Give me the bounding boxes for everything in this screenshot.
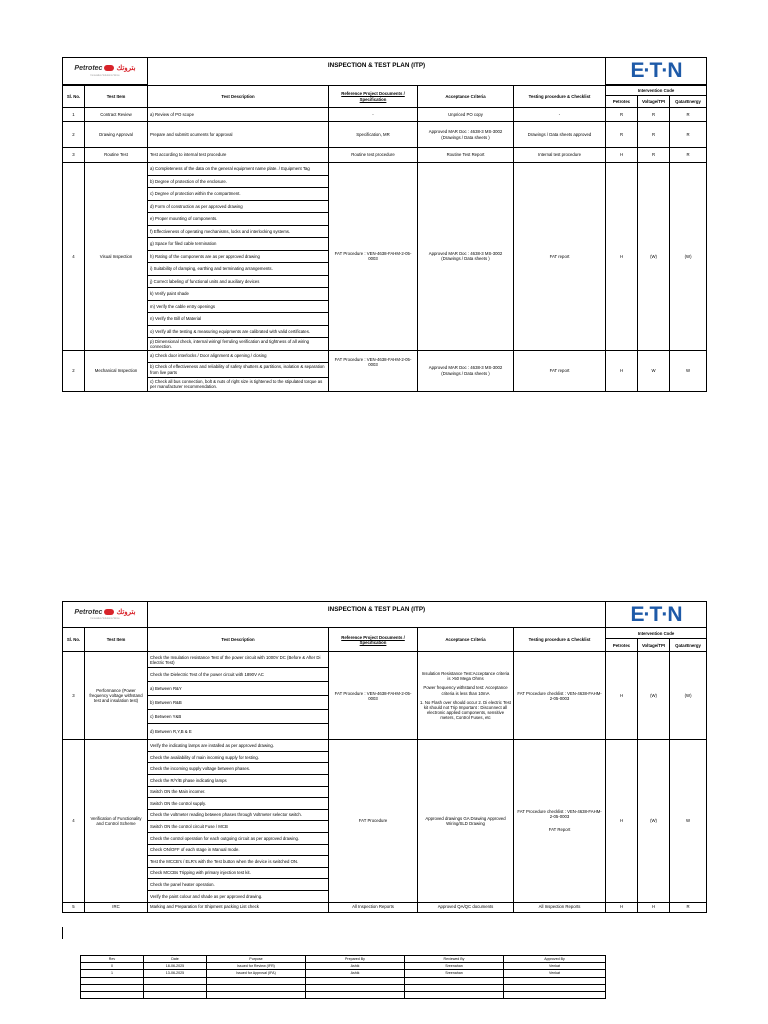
col-acceptance: Acceptance Criteria (418, 86, 514, 108)
col-intervention-code: Intervention Code (606, 86, 707, 96)
document-title-2: INSPECTION & TEST PLAN (ITP) (148, 602, 606, 628)
code-petrotec: H (606, 148, 638, 163)
revision-cell (306, 977, 405, 984)
test-description-cell: Check the voltmeter reading between phases through Voltmeter selector switch. (148, 809, 329, 821)
acceptance-cell (418, 652, 514, 740)
procedure-checklist: FAT Procedure checklist : VEN-4638-FAHM-2-05-0003 (517, 809, 602, 820)
revision-cell: Venkat (504, 963, 606, 970)
sl-cell: 3 (63, 148, 85, 163)
col-test-description-2: Test Description (148, 628, 329, 652)
code-voltage-tpi: (W) (638, 740, 670, 902)
code-voltage-tpi: R (638, 122, 670, 148)
code-voltage-tpi: (W) (638, 652, 670, 740)
revision-cell: Sreenahan (405, 970, 504, 977)
col-procedure: Testing procedure & Checklist (514, 86, 606, 108)
col-test-item: Test Item (85, 86, 148, 108)
test-description-cell: Check the availability of main incoming supply for testing. (148, 751, 329, 763)
revision-cell: Ashik (306, 970, 405, 977)
table-row (63, 652, 707, 668)
col-reference-2: Reference Project Documents / Specification (329, 628, 418, 652)
test-description-cell: Verify the indicating lamps are installed as per approved drawing. (148, 740, 329, 752)
test-description-cell: Test according to internal test procedure (148, 148, 329, 163)
test-item-cell: Routine Test (85, 148, 148, 163)
revision-header-row (81, 956, 606, 963)
revision-cell: Issued for Review (IFR) (207, 963, 306, 970)
reference-cell: All Inspection Reports (329, 902, 418, 912)
procedure-cell: FAT Procedure checklist : VEN-4638-FAHM-2-05-0003 (514, 652, 606, 740)
test-description-cell: a) Completeness of the data on the general equipment name plate. / Equipment Tag (148, 163, 329, 176)
test-description-cell: a) Check door interlocks / Door alignment & opening / closing (148, 350, 329, 362)
sl-cell: 3 (63, 652, 85, 740)
revision-cell (405, 991, 504, 998)
code-voltage-tpi: R (638, 148, 670, 163)
test-description-cell: Check ON/OFF of each stage in Manual mode. (148, 844, 329, 856)
test-description-cell: k) Verify paint shade (148, 288, 329, 301)
code-petrotec: R (606, 108, 638, 122)
reference-cell: FAT Procedure (329, 740, 418, 902)
test-item-cell: Verification of Functionality and Control Scheme (85, 740, 148, 902)
procedure-report: FAT Report (548, 827, 571, 833)
revision-header-cell: Purpose (207, 956, 306, 963)
revision-cell (405, 984, 504, 991)
procedure-cell: Drawings / Data sheets approved (514, 122, 606, 148)
test-description-cell: a) Review of PO scope (148, 108, 329, 122)
revision-cell: Issued for Approval (IFA) (207, 970, 306, 977)
table-row (63, 122, 707, 148)
test-description-cell: b) Degree of protection of the enclosure. (148, 175, 329, 188)
revision-cell (306, 984, 405, 991)
test-description-cell: a) Between R&Y (148, 682, 329, 696)
code-voltage-tpi: (W) (638, 163, 670, 351)
test-description-cell: Check the control operation for each outgoing circuit as per approved drawing. (148, 832, 329, 844)
sl-cell: 5 (63, 902, 85, 912)
procedure-cell: FAT report (514, 350, 606, 391)
col-test-item-2: Test Item (85, 628, 148, 652)
code-petrotec: H (606, 652, 638, 740)
revision-row (81, 970, 606, 977)
revision-cell: Ashik (306, 963, 405, 970)
acceptance-cell: Unpriced PO copy (418, 108, 514, 122)
acceptance-cell: Approved MAR Doc : 4638-3 MS-3002 (Drawings / Data sheets ) (418, 122, 514, 148)
eaton-logo-2: E·T·N (606, 602, 707, 628)
test-description-cell: o) Verify all the testing & measuring equipments are calibrated with valid certificates. (148, 325, 329, 338)
test-description-cell: h) Rating of the components are as per approved drawing (148, 250, 329, 263)
petrotec-mark-icon (104, 609, 114, 615)
test-description-cell: i) Suitability of clamping, earthing and terminating arrangements. (148, 263, 329, 276)
revision-cell (504, 984, 606, 991)
revision-header-cell: Prepared By (306, 956, 405, 963)
table-row (63, 350, 707, 362)
revision-cell: Venkat (504, 970, 606, 977)
test-description-cell: Test the MCCB's / ELR's with the Test button when the device is switched ON. (148, 856, 329, 868)
itp-table-2 (62, 601, 707, 913)
acceptance-pf: Power frequency withstand test: Acceptance criteria is less than 10mA (423, 685, 508, 696)
revision-cell (144, 991, 207, 998)
revision-table (80, 955, 606, 999)
itp-sheet-2 (62, 601, 706, 913)
test-description-cell: b) Between R&B (148, 696, 329, 710)
reference-cell: Routine test procedure (329, 148, 418, 163)
sl-cell: 4 (63, 163, 85, 351)
acceptance-cell: Approved MAR Doc : 4638-3 MS-3002 (Drawings / Data sheets ) (418, 350, 514, 391)
code-voltage-tpi: W (638, 350, 670, 391)
frame-line (62, 927, 63, 939)
col-test-description: Test Description (148, 86, 329, 108)
table-row (63, 163, 707, 176)
test-description-cell: p) Dimensional check, internal wiring/ ferruling verification and tightness of all wiring connection. (148, 338, 329, 351)
col-qatarenergy-2: QatarEnergy (670, 639, 707, 652)
document-title: INSPECTION & TEST PLAN (ITP) (148, 58, 606, 86)
test-description-cell: Check the Insulation resistance Test of the power circuit with 1000V DC (Before & After Di Electric Test) (148, 652, 329, 668)
code-qatarenergy: R (670, 902, 707, 912)
code-petrotec: H (606, 740, 638, 902)
revision-row (81, 984, 606, 991)
test-description-cell: n) Verify the Bill of Material (148, 313, 329, 326)
sl-cell: 1 (63, 108, 85, 122)
code-qatarenergy: R (670, 122, 707, 148)
petrotec-logo: Petrotec بتروتك Innovative Solutions Since (63, 58, 148, 85)
code-qatarenergy: W (670, 740, 707, 902)
reference-cell: FAT Procedure : VEN-4638-FAHM-2-05-0003 (329, 350, 418, 391)
test-description-cell: Check MCCBs Tripping with primary injection test kit. (148, 867, 329, 879)
table-row (63, 108, 707, 122)
col-voltage-tpi-2: Voltage/TPI (638, 639, 670, 652)
code-qatarenergy: W (670, 350, 707, 391)
test-description-cell: j) Correct labeling of functional units and auxiliary devices (148, 275, 329, 288)
code-qatarenergy: (W) (670, 652, 707, 740)
revision-cell (207, 977, 306, 984)
test-description-cell: Check the incoming supply voltage between phases. (148, 763, 329, 775)
code-qatarenergy: R (670, 148, 707, 163)
procedure-cell: All Inspection Reports (514, 902, 606, 912)
eaton-logo: E·T·N (606, 58, 707, 85)
code-voltage-tpi: R (638, 108, 670, 122)
revision-header-cell: Approved By (504, 956, 606, 963)
acceptance-ir: Insulation Resistance Test:Acceptance criteria is >50 Mega Ohms (421, 671, 510, 682)
test-description-cell: Prepare and submitt ocuments for approval (148, 122, 329, 148)
code-petrotec: H (606, 163, 638, 351)
sl-cell: 4 (63, 740, 85, 902)
col-intervention-code-2: Intervention Code (606, 628, 707, 639)
procedure-cell: - (514, 108, 606, 122)
col-acceptance-2: Acceptance Criteria (418, 628, 514, 652)
col-petrotec: Petrotec (606, 96, 638, 108)
revision-cell: 1 (81, 970, 144, 977)
test-description-cell: Check the Dielectric Test of the power circuit with 1890V AC (148, 668, 329, 682)
code-petrotec: R (606, 122, 638, 148)
revision-cell (405, 977, 504, 984)
table-row (63, 740, 707, 752)
acceptance-notes: 1. No Flash over should occur 2. Di electric Test kit should not Trip Important : Disconnect all electronic applied components, sensitive meters, Control Fuses, etc (420, 699, 511, 721)
test-description-cell: e) Proper mounting of components. (148, 213, 329, 226)
acceptance-cell: Routine Test Report (418, 148, 514, 163)
revision-cell: 13-06-2025 (144, 970, 207, 977)
col-petrotec-2: Petrotec (606, 639, 638, 652)
revision-cell (207, 991, 306, 998)
revision-cell (81, 991, 144, 998)
test-description-cell: Marking and Preparation for Shipment packing List check (148, 902, 329, 912)
petrotec-mark-icon (104, 65, 114, 71)
revision-cell (144, 977, 207, 984)
code-qatarenergy: (W) (670, 163, 707, 351)
reference-cell: FAT Procedure : VEN-4638-FAHM-2-05-0003 (329, 163, 418, 351)
reference-cell: Specification, MR (329, 122, 418, 148)
col-voltage-tpi: Voltage/TPI (638, 96, 670, 108)
test-description-cell: d) Between R,Y,B & E (148, 724, 329, 740)
sl-cell: 2 (63, 122, 85, 148)
table-row (63, 902, 707, 912)
revision-cell (144, 984, 207, 991)
procedure-cell: FAT report (514, 163, 606, 351)
revision-cell: Sreenahan (405, 963, 504, 970)
revision-cell (504, 977, 606, 984)
reference-cell: FAT Procedure : VEN-4638-FAHM-2-05-0003 (329, 652, 418, 740)
acceptance-cell: Approved drawings GA Drawing Approved Wiring/SLD Drawing (418, 740, 514, 902)
col-sl: Sl. No. (63, 86, 85, 108)
code-voltage-tpi: H (638, 902, 670, 912)
test-description-cell: Check the panel heater operation. (148, 879, 329, 891)
test-description-cell: b) Check of effectiveness and reliability of safety shutters & partitions, isolation & separation from live parts (148, 362, 329, 377)
reference-cell: - (329, 108, 418, 122)
test-description-cell: m) Verify the cable entry openings (148, 300, 329, 313)
col-sl-2: Sl. No. (63, 628, 85, 652)
itp-table-1 (62, 57, 707, 392)
test-description-cell: c) Between Y&B (148, 710, 329, 724)
revision-row (81, 963, 606, 970)
procedure-cell: Internal test procedure (514, 148, 606, 163)
test-description-cell: d) Form of construction as per approved drawing (148, 200, 329, 213)
test-description-cell: Switch ON the Main incomer. (148, 786, 329, 798)
test-item-cell: Performance (Power frequency voltage withstand test and insulation test) (85, 652, 148, 740)
revision-cell (81, 977, 144, 984)
revision-cell (81, 984, 144, 991)
col-procedure-2: Testing procedure & Checklist (514, 628, 606, 652)
revision-header-cell: Reviewed By (405, 956, 504, 963)
test-description-cell: c) Check all bus connection, bolt & nuts of right size is tightened to the stipulated torque as per manufacturer recommendation. (148, 377, 329, 391)
test-description-cell: Check the R/Y/B phase indicating lamps (148, 774, 329, 786)
revision-cell (306, 991, 405, 998)
code-petrotec: H (606, 350, 638, 391)
itp-sheet-1 (62, 57, 706, 392)
revision-row (81, 977, 606, 984)
revision-row (81, 991, 606, 998)
col-reference: Reference Project Documents / Specification (329, 86, 418, 108)
revision-cell: 18-06-2025 (144, 963, 207, 970)
test-item-cell: IRC (85, 902, 148, 912)
test-item-cell: Visual Inspection (85, 163, 148, 351)
test-item-cell: Contract Review (85, 108, 148, 122)
revision-cell (504, 991, 606, 998)
table-row (63, 148, 707, 163)
test-description-cell: Switch ON the control supply. (148, 798, 329, 810)
acceptance-cell: Approved QA/QC documents (418, 902, 514, 912)
test-description-cell: f) Effectiveness of operating mechanisms, locks and interlocking systems. (148, 225, 329, 238)
revision-header-cell: Rev (81, 956, 144, 963)
code-qatarenergy: R (670, 108, 707, 122)
test-description-cell: Verify the paint colour and shade as per approved drawing. (148, 890, 329, 902)
acceptance-cell: Approved MAR Doc : 4638-3 MS-3002 (Drawings / Data sheets ) (418, 163, 514, 351)
test-item-cell: Mechanical Inspection (85, 350, 148, 391)
test-description-cell: g) Space for filed cable termination (148, 238, 329, 251)
revision-cell: 0 (81, 963, 144, 970)
col-qatarenergy: QatarEnergy (670, 96, 707, 108)
sl-cell: 2 (63, 350, 85, 391)
petrotec-logo-2: Petrotec بتروتك Innovative Solutions Since (63, 602, 148, 628)
test-item-cell: Drawing Approval (85, 122, 148, 148)
revision-header-cell: Date (144, 956, 207, 963)
procedure-cell (514, 740, 606, 902)
revision-cell (207, 984, 306, 991)
test-description-cell: Switch ON the control circuit Fuse / MCB (148, 821, 329, 833)
test-description-cell: c) Degree of protection within the compartment. (148, 188, 329, 201)
code-petrotec: H (606, 902, 638, 912)
